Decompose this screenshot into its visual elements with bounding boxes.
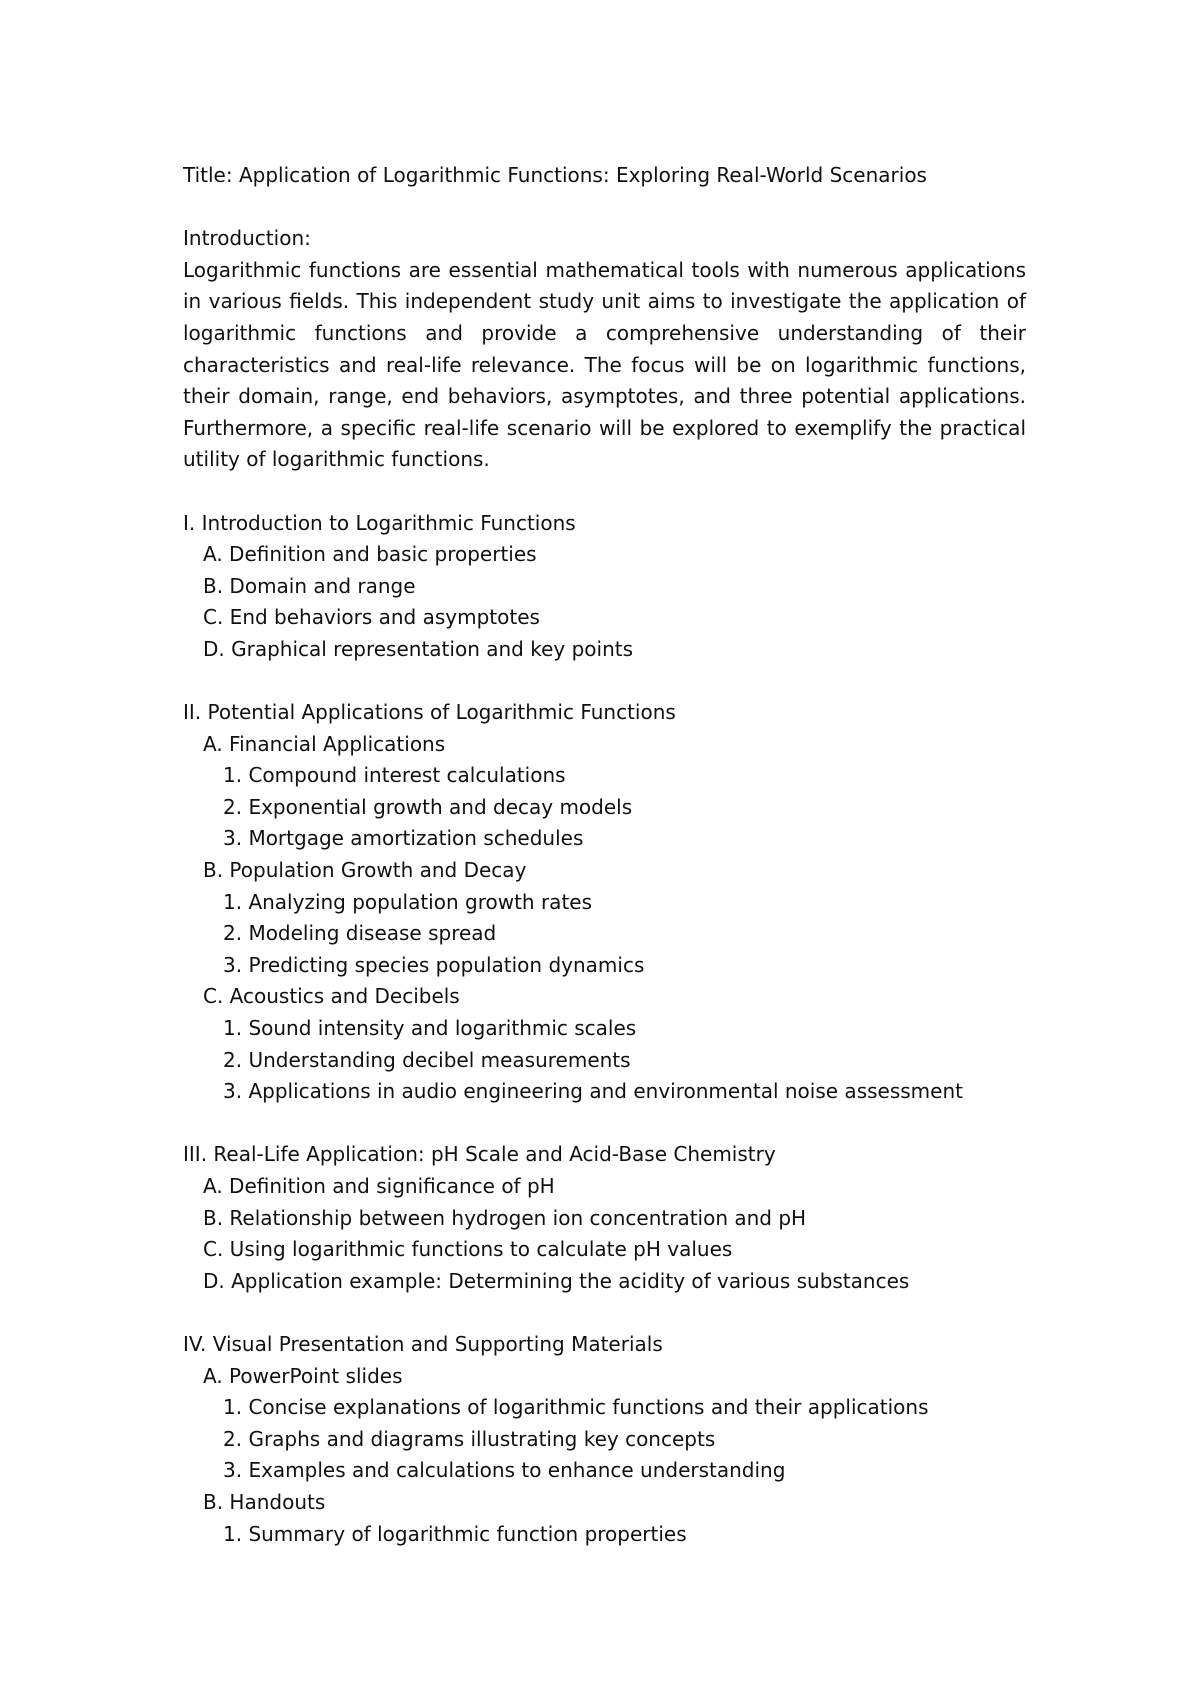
outline-subitem: 2. Understanding decibel measurements bbox=[223, 1047, 631, 1072]
outline-item: C. Acoustics and Decibels bbox=[203, 984, 460, 1009]
section-4 bbox=[183, 1329, 1026, 1550]
outline-subitem: 2. Exponential growth and decay models bbox=[223, 794, 633, 819]
outline-subitem: 1. Sound intensity and logarithmic scales bbox=[223, 1016, 637, 1041]
outline-item: B. Population Growth and Decay bbox=[203, 858, 527, 883]
outline-subitem: 1. Summary of logarithmic function properties bbox=[223, 1521, 687, 1546]
section-heading: III. Real-Life Application: pH Scale and Acid-Base Chemistry bbox=[183, 1142, 776, 1167]
outline-item: B. Handouts bbox=[203, 1489, 326, 1514]
spacer bbox=[183, 1108, 1026, 1140]
outline-subitem: 3. Mortgage amortization schedules bbox=[223, 826, 584, 851]
spacer bbox=[183, 666, 1026, 698]
outline-item: D. Application example: Determining the acidity of various substances bbox=[203, 1268, 910, 1293]
outline-item: B. Relationship between hydrogen ion concentration and pH bbox=[203, 1205, 807, 1230]
document-page bbox=[183, 160, 1026, 1550]
section-2 bbox=[183, 697, 1026, 1108]
spacer bbox=[183, 476, 1026, 508]
section-heading: I. Introduction to Logarithmic Functions bbox=[183, 510, 576, 535]
document-title: Title: Application of Logarithmic Functions: Exploring Real-World Scenarios bbox=[183, 163, 927, 187]
outline-item: A. Financial Applications bbox=[203, 731, 446, 756]
outline-subitem: 1. Analyzing population growth rates bbox=[223, 889, 593, 914]
section-heading: II. Potential Applications of Logarithmic Functions bbox=[183, 700, 676, 725]
outline-item: B. Domain and range bbox=[203, 573, 416, 598]
outline-subitem: 3. Examples and calculations to enhance understanding bbox=[223, 1458, 786, 1483]
outline-item: A. PowerPoint slides bbox=[203, 1363, 403, 1388]
outline-subitem: 3. Predicting species population dynamics bbox=[223, 952, 645, 977]
spacer bbox=[183, 1297, 1026, 1329]
section-3 bbox=[183, 1139, 1026, 1297]
section-1 bbox=[183, 508, 1026, 666]
outline-item: D. Graphical representation and key points bbox=[203, 636, 633, 661]
outline-subitem: 2. Graphs and diagrams illustrating key concepts bbox=[223, 1426, 716, 1451]
introduction-body: Logarithmic functions are essential mathematical tools with numerous applications in various fields. This independent study unit aims to investigate the application of logarithmic functions and provide a comprehensive understanding of their characteristics and real-life relevance. The focus will be on logarithmic functions, their domain, range, end behaviors, asymptotes, and three potential applications. Furthermore, a specific real-life scenario will be explored to exemplify the practical utility of logarithmic functions. bbox=[183, 257, 1026, 472]
introduction-heading: Introduction: bbox=[183, 226, 311, 251]
outline-item: A. Definition and significance of pH bbox=[203, 1174, 555, 1198]
outline-item: C. Using logarithmic functions to calculate pH values bbox=[203, 1237, 733, 1262]
outline-subitem: 2. Modeling disease spread bbox=[223, 921, 497, 946]
spacer bbox=[183, 192, 1026, 224]
outline-subitem: 1. Concise explanations of logarithmic functions and their applications bbox=[223, 1395, 929, 1420]
outline-item: A. Definition and basic properties bbox=[203, 542, 537, 567]
section-heading: IV. Visual Presentation and Supporting Materials bbox=[183, 1331, 663, 1356]
outline-subitem: 3. Applications in audio engineering and environmental noise assessment bbox=[223, 1079, 963, 1104]
outline-subitem: 1. Compound interest calculations bbox=[223, 763, 566, 788]
outline-item: C. End behaviors and asymptotes bbox=[203, 605, 540, 630]
